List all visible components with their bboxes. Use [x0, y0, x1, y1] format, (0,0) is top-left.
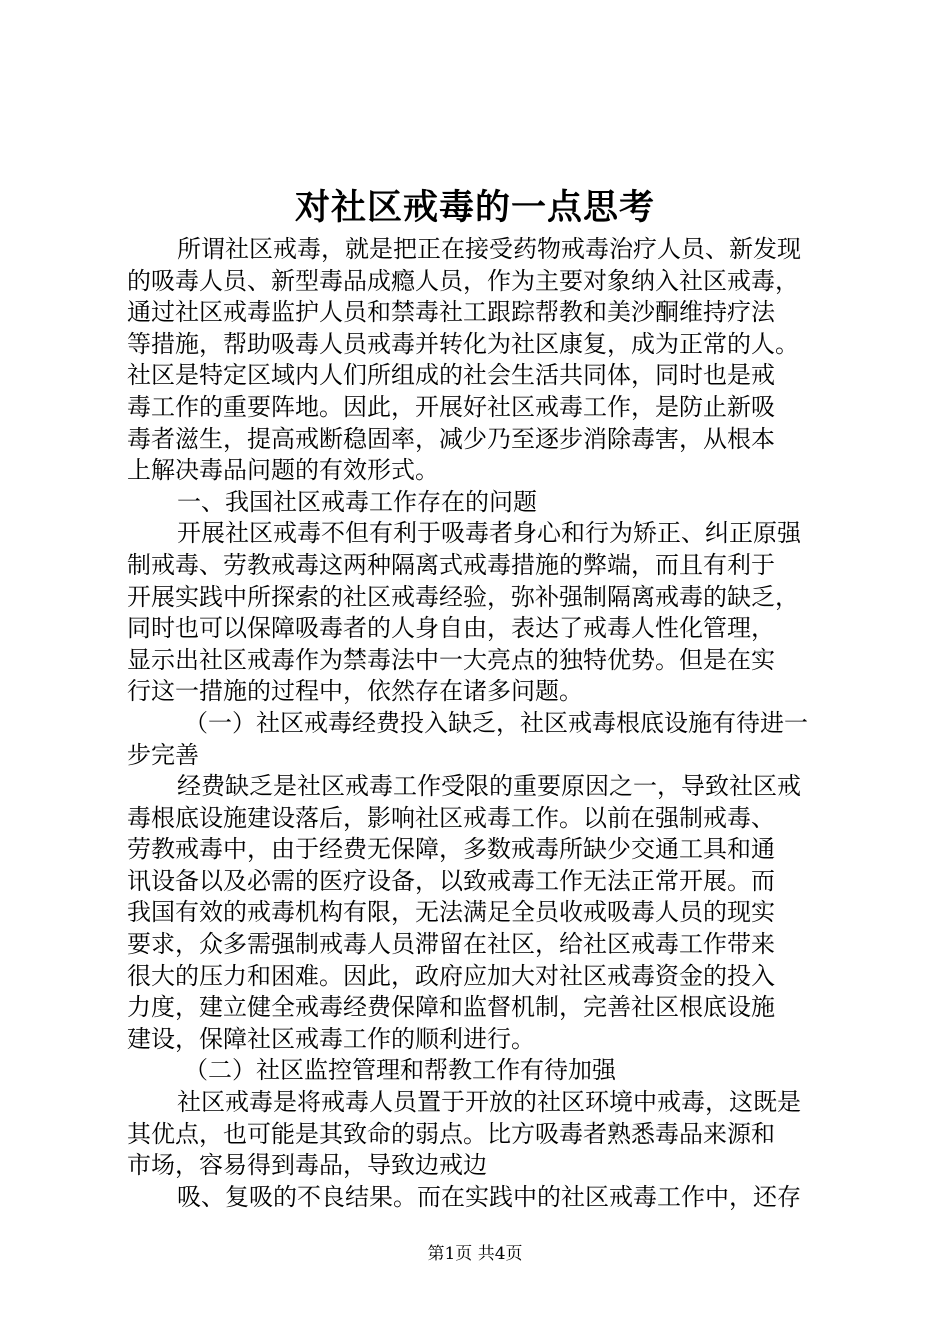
paragraph-line: 吸、复吸的不良结果。而在实践中的社区戒毒工作中，还存: [177, 1182, 801, 1211]
paragraph-line: 开展实践中所探索的社区戒毒经验，弥补强制隔离戒毒的缺乏，: [127, 582, 799, 611]
paragraph-line: 等措施，帮助吸毒人员戒毒并转化为社区康复，成为正常的人。: [127, 329, 799, 358]
paragraph-line: 显示出社区戒毒作为禁毒法中一大亮点的独特优势。但是在实: [127, 645, 775, 674]
paragraph-line: 同时也可以保障吸毒者的人身自由，表达了戒毒人性化管理，: [127, 614, 775, 643]
paragraph-line: 的吸毒人员、新型毒品成瘾人员，作为主要对象纳入社区戒毒，: [127, 266, 799, 295]
section-heading: 一、我国社区戒毒工作存在的问题: [177, 487, 537, 516]
paragraph-line: 毒工作的重要阵地。因此，开展好社区戒毒工作，是防止新吸: [127, 392, 775, 421]
paragraph-line: 开展社区戒毒不但有利于吸毒者身心和行为矫正、纠正原强: [177, 519, 801, 548]
paragraph-line: 上解决毒品问题的有效形式。: [127, 456, 439, 485]
paragraph-line: 讯设备以及必需的医疗设备，以致戒毒工作无法正常开展。而: [127, 866, 775, 895]
document-title: 对社区戒毒的一点思考: [294, 187, 655, 228]
paragraph-line: 其优点，也可能是其致命的弱点。比方吸毒者熟悉毒品来源和: [127, 1119, 775, 1148]
paragraph-line: 劳教戒毒中，由于经费无保障，多数戒毒所缺少交通工具和通: [127, 835, 775, 864]
paragraph-line: 所谓社区戒毒，就是把正在接受药物戒毒治疗人员、新发现: [177, 235, 801, 263]
subsection-heading-continued: 步完善: [127, 740, 199, 769]
paragraph-line: 行这一措施的过程中，依然存在诸多问题。: [127, 677, 583, 706]
paragraph-line: 毒根底设施建设落后，影响社区戒毒工作。以前在强制戒毒、: [127, 803, 775, 832]
paragraph-line: 社区戒毒是将戒毒人员置于开放的社区环境中戒毒，这既是: [177, 1088, 801, 1117]
document-body: [127, 234, 837, 1213]
paragraph-line: 市场，容易得到毒品，导致边戒边: [127, 1151, 487, 1180]
paragraph-line: 力度，建立健全戒毒经费保障和监督机制，完善社区根底设施: [127, 993, 775, 1022]
subsection-heading: （一）社区戒毒经费投入缺乏，社区戒毒根底设施有待进一: [184, 708, 808, 737]
paragraph-line: 建设，保障社区戒毒工作的顺利进行。: [127, 1024, 535, 1053]
paragraph-line: 毒者滋生，提高戒断稳固率，减少乃至逐步消除毒害，从根本: [127, 424, 775, 453]
paragraph-line: 经费缺乏是社区戒毒工作受限的重要原因之一，导致社区戒: [177, 772, 801, 801]
paragraph-line: 我国有效的戒毒机构有限，无法满足全员收戒吸毒人员的现实: [127, 898, 775, 927]
subsection-heading: （二）社区监控管理和帮教工作有待加强: [184, 1056, 616, 1085]
paragraph-line: 通过社区戒毒监护人员和禁毒社工跟踪帮教和美沙酮维持疗法: [127, 298, 775, 327]
paragraph-line: 制戒毒、劳教戒毒这两种隔离式戒毒措施的弊端，而且有利于: [127, 550, 775, 579]
page-number-footer: 第1页 共4页: [427, 1244, 523, 1264]
paragraph-line: 要求，众多需强制戒毒人员滞留在社区，给社区戒毒工作带来: [127, 930, 775, 959]
paragraph-line: 很大的压力和困难。因此，政府应加大对社区戒毒资金的投入: [127, 961, 775, 990]
paragraph-line: 社区是特定区域内人们所组成的社会生活共同体，同时也是戒: [127, 361, 775, 390]
